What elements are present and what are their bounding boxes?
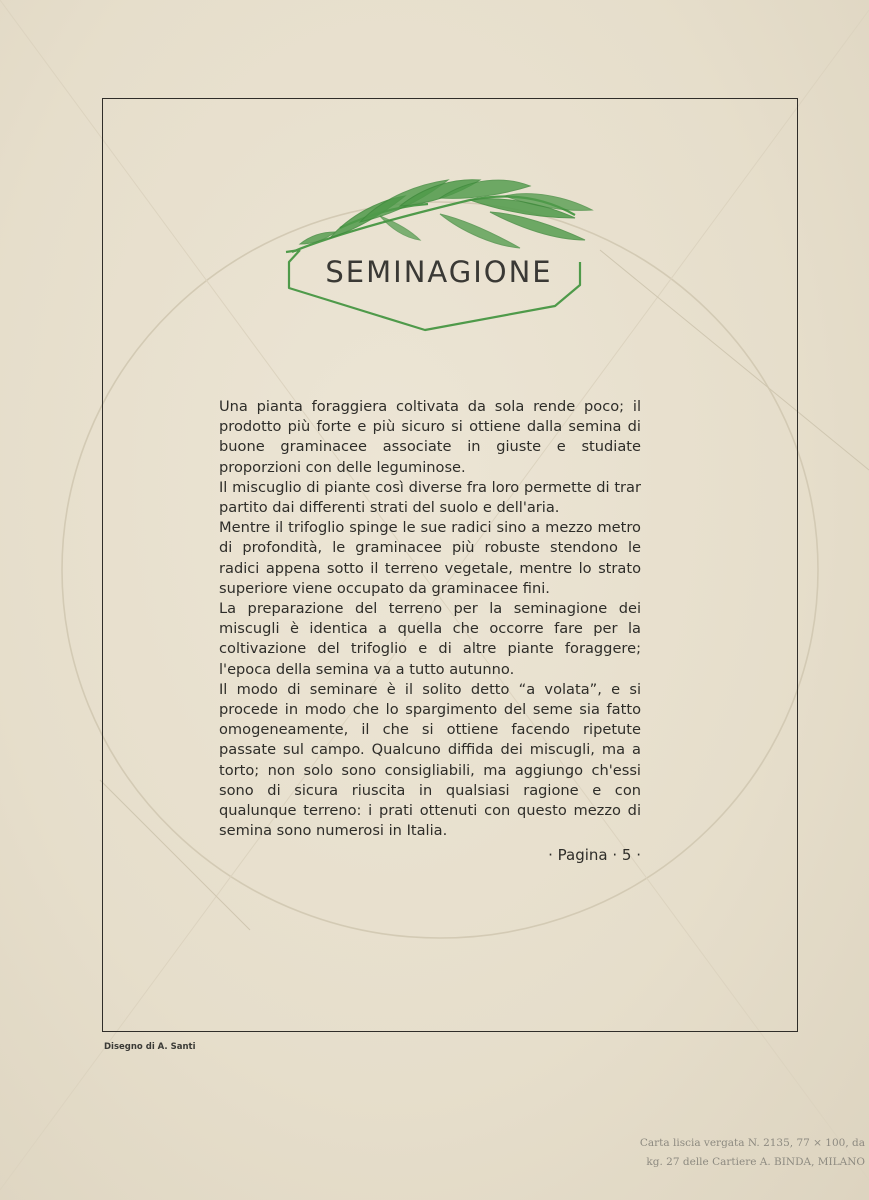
- page-title: SEMINAGIONE: [325, 255, 553, 289]
- paragraph: La preparazione del terreno per la seminagione dei miscugli è identica a quella che occorre fare per la coltivazione del trifoglio e di altre piante foraggere; l'epoca della semina va a tutto autunno.: [219, 600, 641, 678]
- body-text: [219, 397, 641, 841]
- paragraph: Il modo di seminare è il solito detto “a volata”, e si procede in modo che lo spargimento del seme sia fatto omogeneamente, il che si ottiene facendo ripetute passate sul campo. Qualcuno diffida dei miscugli, ma a torto; non solo sono consigliabili, ma aggiungo ch'essi sono di sicura riuscita in qualsiasi ragione e con qualunque terreno: i prati ottenuti con questo mezzo di semina sono numerosi in Italia.: [219, 680, 641, 840]
- paragraph: Una pianta foraggiera coltivata da sola rende poco; il prodotto più forte e più sicuro si ottiene dalla semina di buone graminacee associate in giuste e studiate proporzioni con delle leguminose.: [219, 398, 641, 476]
- paper-note: [635, 1134, 865, 1172]
- paragraph: Mentre il trifoglio spinge le sue radici sino a mezzo metro di profondità, le graminacee più robuste stendono le radici appena sotto il terreno vegetale, mentre lo strato superiore viene occupato da graminacee fini.: [219, 519, 641, 597]
- illustration-credit: Disegno di A. Santi: [104, 1042, 196, 1052]
- paper-note-line: kg. 27 delle Cartiere A. BINDA, MILANO: [646, 1156, 865, 1168]
- paragraph: Il miscuglio di piante così diverse fra loro permette di trar partito dai differenti strati del suolo e dell'aria.: [219, 478, 641, 517]
- page-number: · Pagina · 5 ·: [548, 846, 641, 864]
- paper-note-line: Carta liscia vergata N. 2135, 77 × 100, da: [639, 1137, 865, 1149]
